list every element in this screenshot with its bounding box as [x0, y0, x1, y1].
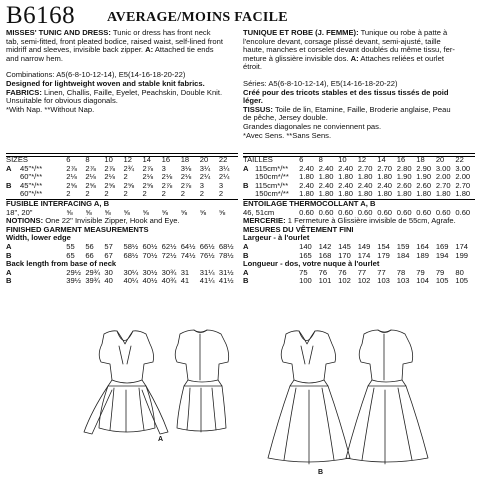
value-cell: 0.60 [435, 207, 451, 217]
fr-tissus-label: TISSUS: [243, 105, 273, 114]
fabric-width: 45"*/** [20, 163, 43, 173]
fr-tissus-1: Toile de lin, Etamine, Faille, Broderie anglaise, Peau [272, 105, 451, 114]
value-cell: 194 [435, 250, 449, 260]
sizes-label: SIZES [6, 155, 28, 164]
fabric-width: 45"*/** [20, 180, 43, 190]
value-cell: 1.80 [299, 189, 314, 199]
spacer [255, 277, 299, 286]
value-cell: 2⅛ [161, 172, 173, 182]
size-header: 20 [199, 155, 209, 164]
notions-text: 1 Fermeture à Glissière invisible de 55cm, Agrafe. [285, 216, 456, 226]
value-cell: 142 [318, 241, 332, 251]
value-cell: 2⅛ [85, 172, 96, 182]
size-header: 8 [318, 155, 323, 164]
value-cell: 39½ [66, 276, 82, 286]
value-cell: 1.80 [416, 189, 432, 199]
notions-label: NOTIONS: [6, 216, 44, 226]
value-cell: 3.00 [455, 163, 471, 173]
value-cell: 2.90 [416, 163, 432, 173]
value-cell: 2⅝ [85, 180, 96, 190]
value-cell: 3 [218, 180, 224, 190]
fabric-width: 115cm*/** [255, 163, 289, 173]
value-cell: 0.60 [396, 207, 412, 217]
en-desc-6: and narrow hem. [6, 54, 63, 63]
value-cell: 2.40 [338, 180, 353, 190]
view-letter: A [243, 241, 249, 251]
value-cell: 3 [199, 180, 205, 190]
value-cell: ⅝ [123, 207, 130, 217]
value-cell: 0.60 [338, 207, 353, 217]
value-cell: 2⅛ [180, 172, 192, 182]
value-cell: 1.80 [299, 172, 314, 182]
value-cell: 72½ [161, 250, 177, 260]
size-header: 6 [299, 155, 304, 164]
value-cell: 168 [318, 250, 332, 260]
value-cell: 2⅝ [142, 180, 154, 190]
size-header: 18 [416, 155, 425, 164]
value-cell: 64½ [180, 241, 196, 251]
value-cell: 41¼ [199, 276, 215, 286]
value-cell: 103 [377, 276, 390, 286]
value-cell: 40 [104, 276, 113, 286]
value-cell: 3¼ [218, 163, 230, 173]
size-header: 14 [377, 155, 386, 164]
fr-sens-legend: *Avec Sens. **Sans Sens. [243, 131, 332, 140]
value-cell: 68½ [218, 241, 234, 251]
fr-desc-6: Attaches reliées et ourlet [358, 54, 444, 63]
notions-text: One 22" Invisible Zipper, Hook and Eye. [43, 216, 180, 226]
value-cell: 140 [299, 241, 312, 251]
value-cell: 2 [180, 189, 185, 199]
value-cell: 165 [299, 250, 312, 260]
value-cell: 3⅛ [180, 163, 192, 173]
view-b-front-illustration [268, 331, 350, 464]
value-cell: 101 [318, 276, 332, 286]
pattern-number: B6168 [6, 2, 76, 29]
value-cell: 40¾ [161, 276, 177, 286]
difficulty-level: AVERAGE/MOINS FACILE [107, 10, 288, 25]
value-cell: 2⅝ [66, 180, 77, 190]
value-cell: ⅝ [85, 207, 92, 217]
fr-yardage-table [243, 156, 475, 286]
en-desc-1: Tunic or dress has front neck [110, 29, 211, 37]
value-cell: 179 [377, 250, 390, 260]
value-cell: 1.80 [318, 189, 334, 199]
value-cell: ⅝ [180, 207, 188, 217]
value-cell: 1.80 [435, 189, 451, 199]
value-cell: 0.60 [416, 207, 432, 217]
size-header: 10 [338, 155, 347, 164]
value-cell: 2 [66, 189, 71, 199]
value-cell: 30 [104, 267, 113, 277]
value-cell: 3 [161, 163, 166, 173]
value-cell: 105 [435, 276, 449, 286]
value-cell: 174 [357, 250, 371, 260]
fr-diagonals: Grandes diagonales ne conviennent pas. [243, 122, 382, 131]
value-cell: ⅝ [199, 207, 207, 217]
value-cell: 1.80 [357, 189, 373, 199]
value-cell: 2⅝ [104, 180, 115, 190]
fabric-width: 60"*/** [20, 189, 43, 199]
fr-desc-3: haute, manches et corselet devant doublés du même tissu, fer- [243, 46, 455, 55]
fabric-width: 150cm*/** [255, 172, 289, 182]
value-cell: 2⅛ [142, 172, 154, 182]
fr-desc-view-a: A: [350, 54, 359, 63]
en-desc-2: tab, semi-fitted, front pleated bodice, raised waist, self-lined front [6, 37, 223, 46]
view-b-back-illustration [346, 330, 428, 464]
value-cell: 103 [396, 276, 410, 286]
value-cell: 30¼ [123, 267, 139, 277]
value-cell: 149 [357, 241, 371, 251]
value-cell: 2.40 [318, 163, 334, 173]
value-cell: 2.40 [318, 180, 334, 190]
interfacing-width: 46, 51cm [243, 207, 275, 217]
value-cell: 2¼ [218, 172, 230, 182]
size-header: 16 [396, 155, 406, 164]
value-cell: 78 [396, 267, 406, 277]
value-cell: 77 [357, 267, 367, 277]
value-cell: 2⅞ [85, 163, 96, 173]
fr-title: TUNIQUE ET ROBE (J. FEMME): [243, 29, 359, 37]
value-cell: ⅝ [142, 207, 149, 217]
value-cell: 29½ [66, 267, 82, 277]
finished-measurements-title: MESURES DU VÊTEMENT FINI [243, 224, 354, 234]
value-cell: 41½ [218, 276, 234, 286]
fr-desc-2: l'encolure devant, corsage plissé devant, semi-ajusté, taille [243, 37, 441, 46]
interfacing-title: FUSIBLE INTERFACING A, B [6, 199, 238, 208]
value-cell: 2 [218, 189, 224, 199]
view-letter: A [6, 163, 12, 173]
value-cell: 39¾ [85, 276, 101, 286]
value-cell: 1.80 [338, 172, 353, 182]
en-yardage-table [6, 156, 238, 286]
spacer [255, 269, 299, 278]
value-cell: 79 [416, 267, 425, 277]
finished-measurements-title: FINISHED GARMENT MEASUREMENTS [6, 224, 149, 234]
view-a-front-illustration [84, 331, 168, 434]
view-letter: B [6, 180, 12, 190]
size-header: 12 [357, 155, 367, 164]
fr-desc-7: étroit. [243, 63, 262, 72]
value-cell: 2 [85, 189, 90, 199]
value-cell: 2.60 [416, 180, 432, 190]
value-cell: 1.80 [455, 189, 471, 199]
value-cell: 169 [435, 241, 449, 251]
value-cell: 164 [416, 241, 429, 251]
value-cell: 80 [455, 267, 464, 277]
value-cell: 2.70 [377, 163, 393, 173]
value-cell: 56 [85, 241, 94, 251]
value-cell: 100 [299, 276, 312, 286]
value-cell: 174 [455, 241, 469, 251]
fr-tissus-2: de pêche, Jersey double. [243, 114, 328, 123]
value-cell: 1.90 [396, 172, 412, 182]
value-cell: 31½ [218, 267, 234, 277]
value-cell: 0.60 [299, 207, 314, 217]
back-length-label: Back length from base of neck [6, 259, 117, 269]
value-cell: 0.60 [377, 207, 393, 217]
view-letter: A [6, 241, 12, 251]
sizes-label: TAILLES [243, 155, 273, 164]
value-cell: 0.60 [357, 207, 373, 217]
value-cell: 1.80 [396, 189, 412, 199]
value-cell: ⅝ [161, 207, 168, 217]
value-cell: 2⅞ [66, 163, 77, 173]
size-header: 10 [104, 155, 113, 164]
value-cell: 2⅞ [104, 163, 115, 173]
value-cell: 145 [338, 241, 351, 251]
value-cell: 65 [66, 250, 75, 260]
value-cell: 1.80 [377, 189, 393, 199]
en-fabrics: Linen, Challis, Faille, Eyelet, Peachskin, Double Knit. [41, 88, 223, 97]
back-length-label: Longueur - dos, votre nuque à l'ourlet [243, 259, 380, 269]
value-cell: 0.60 [318, 207, 334, 217]
value-cell: 40½ [142, 276, 158, 286]
view-letter: B [243, 276, 249, 286]
value-cell: 2.40 [377, 180, 393, 190]
fabric-width: 115cm*/** [255, 180, 289, 190]
value-cell: 1.80 [357, 172, 373, 182]
value-cell: 2.60 [396, 180, 412, 190]
en-unsuitable: Unsuitable for obvious diagonals. [6, 97, 118, 106]
value-cell: 2.70 [435, 180, 451, 190]
view-letter: A [243, 163, 249, 173]
size-header: 22 [218, 155, 228, 164]
value-cell: 2 [142, 189, 147, 199]
value-cell: 30½ [142, 267, 158, 277]
value-cell: 102 [357, 276, 371, 286]
value-cell: 154 [377, 241, 390, 251]
value-cell: 55 [66, 241, 75, 251]
spacer [20, 277, 66, 286]
en-desc-5: Attached tie ends [153, 46, 214, 55]
en-designed: Designed for lightweight woven and stable knit fabrics. [6, 79, 205, 88]
value-cell: 199 [455, 250, 469, 260]
size-header: 16 [161, 155, 171, 164]
interfacing-width: 18", 20" [6, 207, 33, 217]
value-cell: 2⅞ [180, 180, 192, 190]
value-cell: 159 [396, 241, 410, 251]
value-cell: 77 [377, 267, 386, 277]
fr-cree-1: Créé pour des tricots stables et des tissus tissés de poid [243, 88, 449, 97]
fr-cree-2: léger. [243, 97, 263, 106]
value-cell: 30¾ [161, 267, 177, 277]
value-cell: 0.60 [455, 207, 471, 217]
fabric-width: 60"*/** [20, 172, 43, 182]
width-label: Width, lower edge [6, 233, 71, 243]
value-cell: 3¼ [199, 163, 211, 173]
size-header: 6 [66, 155, 71, 164]
table-row [6, 277, 238, 286]
value-cell: 102 [338, 276, 351, 286]
value-cell: 76 [318, 267, 328, 277]
value-cell: 76½ [199, 250, 215, 260]
value-cell: 2.80 [396, 163, 412, 173]
value-cell: 2 [104, 189, 109, 199]
value-cell: 78½ [218, 250, 234, 260]
table-row [243, 277, 475, 286]
value-cell: 31¼ [199, 267, 215, 277]
size-header: 14 [142, 155, 151, 164]
view-letter: B [243, 180, 249, 190]
value-cell: 76 [338, 267, 347, 277]
size-header: 12 [123, 155, 132, 164]
value-cell: 40¼ [123, 276, 139, 286]
value-cell: ⅝ [66, 207, 73, 217]
value-cell: 104 [416, 276, 429, 286]
value-cell: 170 [338, 250, 351, 260]
view-letter: B [243, 250, 249, 260]
en-nap-legend: *With Nap. **Without Nap. [6, 105, 95, 114]
view-letter: B [6, 276, 12, 286]
value-cell: 2.40 [338, 163, 353, 173]
width-label: Largeur - à l'ourlet [243, 233, 310, 243]
value-cell: 41 [180, 276, 190, 286]
en-fabrics-label: FABRICS: [6, 88, 42, 97]
en-title: MISSES' TUNIC AND DRESS: [6, 29, 111, 37]
value-cell: 68½ [123, 250, 139, 260]
value-cell: 58½ [123, 241, 139, 251]
value-cell: 31 [180, 267, 190, 277]
value-cell: 2.40 [357, 180, 373, 190]
view-a-back-illustration [175, 330, 228, 432]
value-cell: 66½ [199, 241, 215, 251]
value-cell: 79 [435, 267, 445, 277]
value-cell: 2⅝ [123, 180, 135, 190]
value-cell: 105 [455, 276, 469, 286]
value-cell: 2 [161, 189, 166, 199]
fr-desc-1: Tunique ou robe à patte à [358, 29, 448, 37]
value-cell: 1.80 [318, 172, 334, 182]
view-b-label: B [318, 469, 324, 476]
en-combinations: Combinations: A5(6-8-10-12-14), E5(14-16-18-20-22) [6, 71, 186, 80]
value-cell: 184 [396, 250, 410, 260]
value-cell: 2 [123, 189, 128, 199]
english-column [6, 29, 238, 114]
value-cell: 1.90 [416, 172, 432, 182]
french-column [243, 29, 475, 140]
value-cell: 2⅛ [104, 172, 115, 182]
en-desc-3: midriff and sleeves, invisible back zipper. [6, 46, 146, 55]
view-letter: A [6, 267, 12, 277]
value-cell: 66 [85, 250, 94, 260]
value-cell: 2.40 [299, 180, 314, 190]
value-cell: 70½ [142, 250, 158, 260]
view-a-label: A [158, 436, 164, 443]
value-cell: 3.00 [435, 163, 451, 173]
view-letter: A [243, 267, 249, 277]
value-cell: 67 [104, 250, 113, 260]
value-cell: 2 [199, 189, 205, 199]
interfacing-title: ENTOILAGE THERMOCOLLANT A, B [243, 199, 475, 208]
value-cell: 2⅛ [66, 172, 77, 182]
value-cell: 1.80 [377, 172, 393, 182]
value-cell: 2⅞ [142, 163, 154, 173]
size-header: 18 [180, 155, 190, 164]
value-cell: 57 [104, 241, 113, 251]
value-cell: 2.70 [357, 163, 373, 173]
en-desc-view-a: A: [145, 46, 154, 55]
size-header: 8 [85, 155, 90, 164]
value-cell: 2 [123, 172, 128, 182]
value-cell: 2.00 [455, 172, 471, 182]
value-cell: 74½ [180, 250, 196, 260]
spacer [20, 269, 66, 278]
spacer [255, 243, 299, 252]
fr-desc-4: meture à glissière invisible dos. [243, 54, 351, 63]
value-cell: 2¾ [123, 163, 135, 173]
value-cell: 189 [416, 250, 429, 260]
notions-label: MERCERIE: [243, 216, 286, 226]
value-cell: ⅝ [104, 207, 111, 217]
value-cell: 2.40 [299, 163, 314, 173]
spacer [20, 243, 66, 252]
fabric-width: 150cm*/** [255, 189, 289, 199]
value-cell: 29¾ [85, 267, 101, 277]
value-cell: 75 [299, 267, 308, 277]
value-cell: 60½ [142, 241, 158, 251]
value-cell: 2.70 [455, 180, 471, 190]
value-cell: 62½ [161, 241, 177, 251]
value-cell: ⅝ [218, 207, 226, 217]
value-cell: 2⅞ [161, 180, 173, 190]
size-header: 20 [435, 155, 445, 164]
garment-illustrations [0, 320, 480, 477]
view-letter: B [6, 250, 12, 260]
value-cell: 2.00 [435, 172, 451, 182]
fr-series: Séries: A5(6-8-10-12-14), E5(14-16-18-20-22) [243, 79, 398, 88]
size-header: 22 [455, 155, 464, 164]
value-cell: 1.80 [338, 189, 353, 199]
value-cell: 2¼ [199, 172, 211, 182]
